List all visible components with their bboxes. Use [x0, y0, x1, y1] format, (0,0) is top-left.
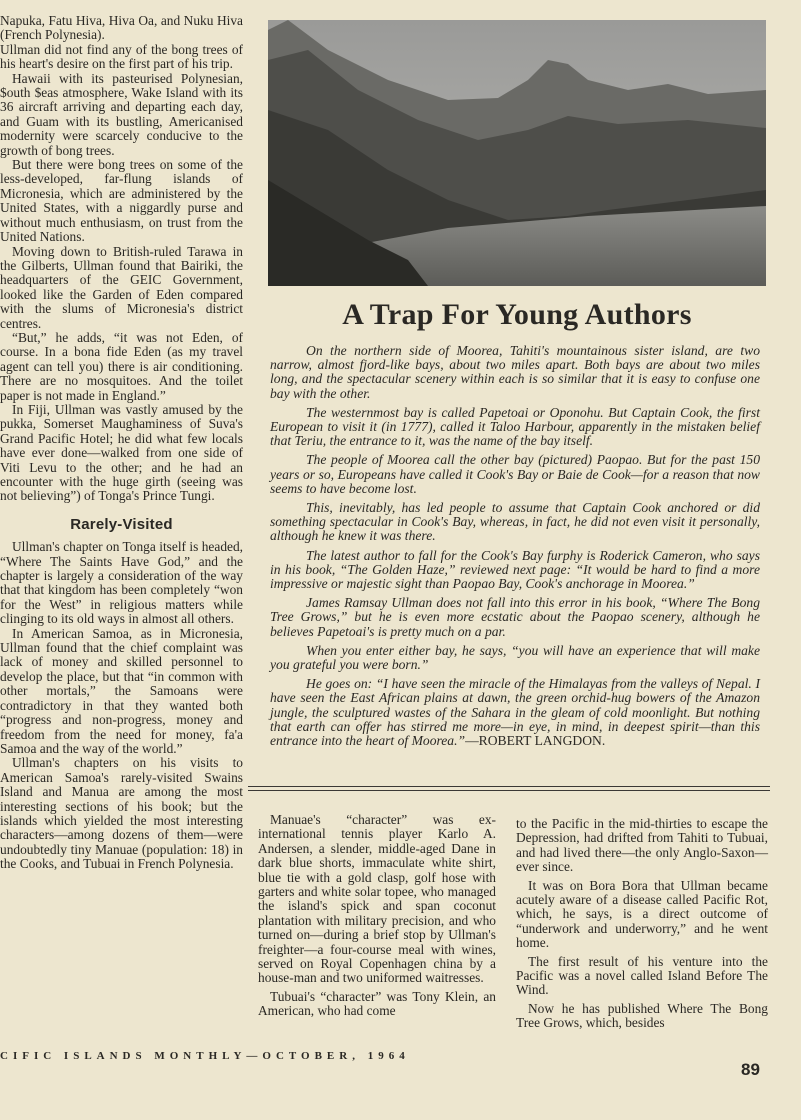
bay-photo — [268, 20, 766, 286]
left-paragraph: In Fiji, Ullman was vastly amused by the pukka, Somerset Maughaminess of Suva's Grand Pacific Hotel; he did what few locals have ever done—walked from one side of Viti Levu to the other; and he had an encounter with the huge girth (seeing was not believing”) of Tonga's Prince Tungi. — [0, 401, 243, 504]
feature-story — [270, 344, 760, 753]
story-paragraph: When you enter either bay, he says, “you will have an experience that will make you grateful you were born.” — [270, 642, 760, 673]
left-paragraph: But there were bong trees on some of the less-developed, far-flung islands of Micronesia, which are administered by the United States, with a niggardly purse and without much enthusiasm, on trust from the United Nations. — [0, 157, 243, 245]
bay-photo-image — [268, 20, 766, 286]
story-paragraph: The westernmost bay is called Papetoai or Oponohu. But Captain Cook, the first European to visit it (in 1777), called it Taloo Harbour, apparently in the mistaken belief that Teriu, the entrance to it, was the name of the bay itself. — [270, 404, 760, 449]
left-paragraph: Ullman's chapter on Tonga itself is headed, “Where The Saints Have God,” and the chapter is largely a consideration of the way that that kingdom has been completely “won for the West” in religious matters while clinging to its old ways in almost all others. — [0, 539, 243, 627]
section-divider — [248, 786, 770, 791]
story-paragraph-text: He goes on: “I have seen the miracle of the Himalayas from the valleys of Nepal. I have seen the East African plains at dawn, the green orchid-hug bowers of the Amazon jungle, the sculptured wastes of the Sahara in the gleam of cold moonlight. But nothing that earth can offer has stirred me more—in eye, in mind, in deepest spirit—than this entrance into the heart of Moorea.” — [270, 676, 760, 749]
left-paragraph: Moving down to British-ruled Tarawa in the Gilberts, Ullman found that Bairiki, the headquarters of the GEIC Government, looked like the Garden of Eden compared with the slums of Micronesia's district centres. — [0, 243, 243, 331]
story-paragraph: This, inevitably, has led people to assume that Captain Cook anchored or did something spectacular in Cook's Bay, whereas, in fact, he did not even visit it personally, although he knew it was there. — [270, 500, 760, 544]
right-paragraph: to the Pacific in the mid-thirties to escape the Depression, had drifted from Tahiti to Tubuai, and had lived there—the only Anglo-Saxon—ever since. — [516, 816, 768, 875]
left-column — [0, 14, 243, 872]
middle-paragraph: Tubuai's “character” was Tony Klein, an American, who had come — [258, 988, 496, 1019]
feature-headline: A Trap For Young Authors — [342, 298, 692, 331]
story-paragraph: On the northern side of Moorea, Tahiti's mountainous sister island, are two narrow, almost fjord-like bays, about two miles apart. Both bays are about two miles long, and the spectacular scenery within each is so similar that it is easy to confuse one bay with the other. — [270, 343, 760, 401]
right-paragraph: It was on Bora Bora that Ullman became acutely aware of a disease called Pacific Rot, which, he says, is a direct outcome of “underwork and underworry,” and he went home. — [516, 877, 768, 951]
subhead: Rarely-Visited — [70, 515, 173, 533]
right-paragraph: The first result of his venture into the Pacific was a novel called Island Before The Wind. — [516, 953, 768, 998]
story-paragraph: The people of Moorea call the other bay (pictured) Paopao. But for the past 150 years or so, Europeans have called it Cook's Bay or Baie de Cook—for a reason that now seems to have become lost. — [270, 452, 760, 496]
byline: —ROBERT LANGDON. — [465, 733, 606, 749]
right-paragraph: Now he has published Where The Bong Tree Grows, which, besides — [516, 1000, 768, 1031]
story-paragraph: The latest author to fall for the Cook's Bay furphy is Roderick Cameron, who says in his book, “The Golden Haze,” reviewed next page: “It would be hard to find a more impressive or majestic sight than Paopao Bay, Cook's anchorage in Moorea.” — [270, 547, 760, 592]
middle-column — [258, 813, 496, 1023]
page-number: 89 — [741, 1060, 760, 1079]
right-column — [516, 817, 768, 1035]
left-paragraph: Hawaii with its pasteurised Polynesian, $outh $eas atmosphere, Wake Island with its 36 aircraft arriving and departing each day, and Guam with its bustling, Americanised modernity were scarcely conducive to the growth of bong trees. — [0, 70, 243, 158]
left-paragraph: Ullman's chapters on his visits to American Samoa's rarely-visited Swains Island and Manua are among the most interesting sections of his book; but the islands which yielded the most interesting characters—among dozens of them—were undoubtedly tiny Manuae (population: 18) in the Cooks, and Tubuai in French Polynesia. — [0, 755, 243, 872]
running-footer: CIFIC ISLANDS MONTHLY—OCTOBER, 1964 — [0, 1050, 410, 1062]
middle-paragraph: Manuae's “character” was ex-international tennis player Karlo A. Andersen, a slender, middle-aged Dane in dark blue shorts, immaculate white shirt, blue tie with a gold clasp, golf hose with garters and white solar topee, who managed the island's spick and span coconut plantation with military precision, and who turned on—during a brief stop by Ullman's freighter—a four-course meal with wines, served on Royal Copenhagen china by a house-man and two uniformed waitresses. — [258, 812, 496, 986]
story-paragraph: James Ramsay Ullman does not fall into this error in his book, “Where The Bong Tree Grows,” but he is even more ecstatic about the Paopao scenery, although he believes Papetoai's is pretty much on a par. — [270, 595, 760, 639]
left-paragraph: “But,” he adds, “it was not Eden, of course. In a bona fide Eden (as my travel agent can tell you) there is air conditioning. There are no mosquitoes. And the toilet paper is not made in England.” — [0, 329, 243, 403]
left-paragraph: Napuka, Fatu Hiva, Hiva Oa, and Nuku Hiva (French Polynesia). — [0, 14, 243, 43]
left-paragraph: Ullman did not find any of the bong trees of his heart's desire on the first part of his trip. — [0, 41, 243, 72]
left-paragraph: In American Samoa, as in Micronesia, Ullman found that the chief complaint was lack of money and skilled personnel to develop the place, but that “in common with other mortals,” the Samoans were contradictory in that they wanted both “progress and non-progress, money and freedom from the need for money, fa'a Samoa and the way of the world.” — [0, 625, 243, 756]
story-paragraph-final — [270, 677, 760, 748]
